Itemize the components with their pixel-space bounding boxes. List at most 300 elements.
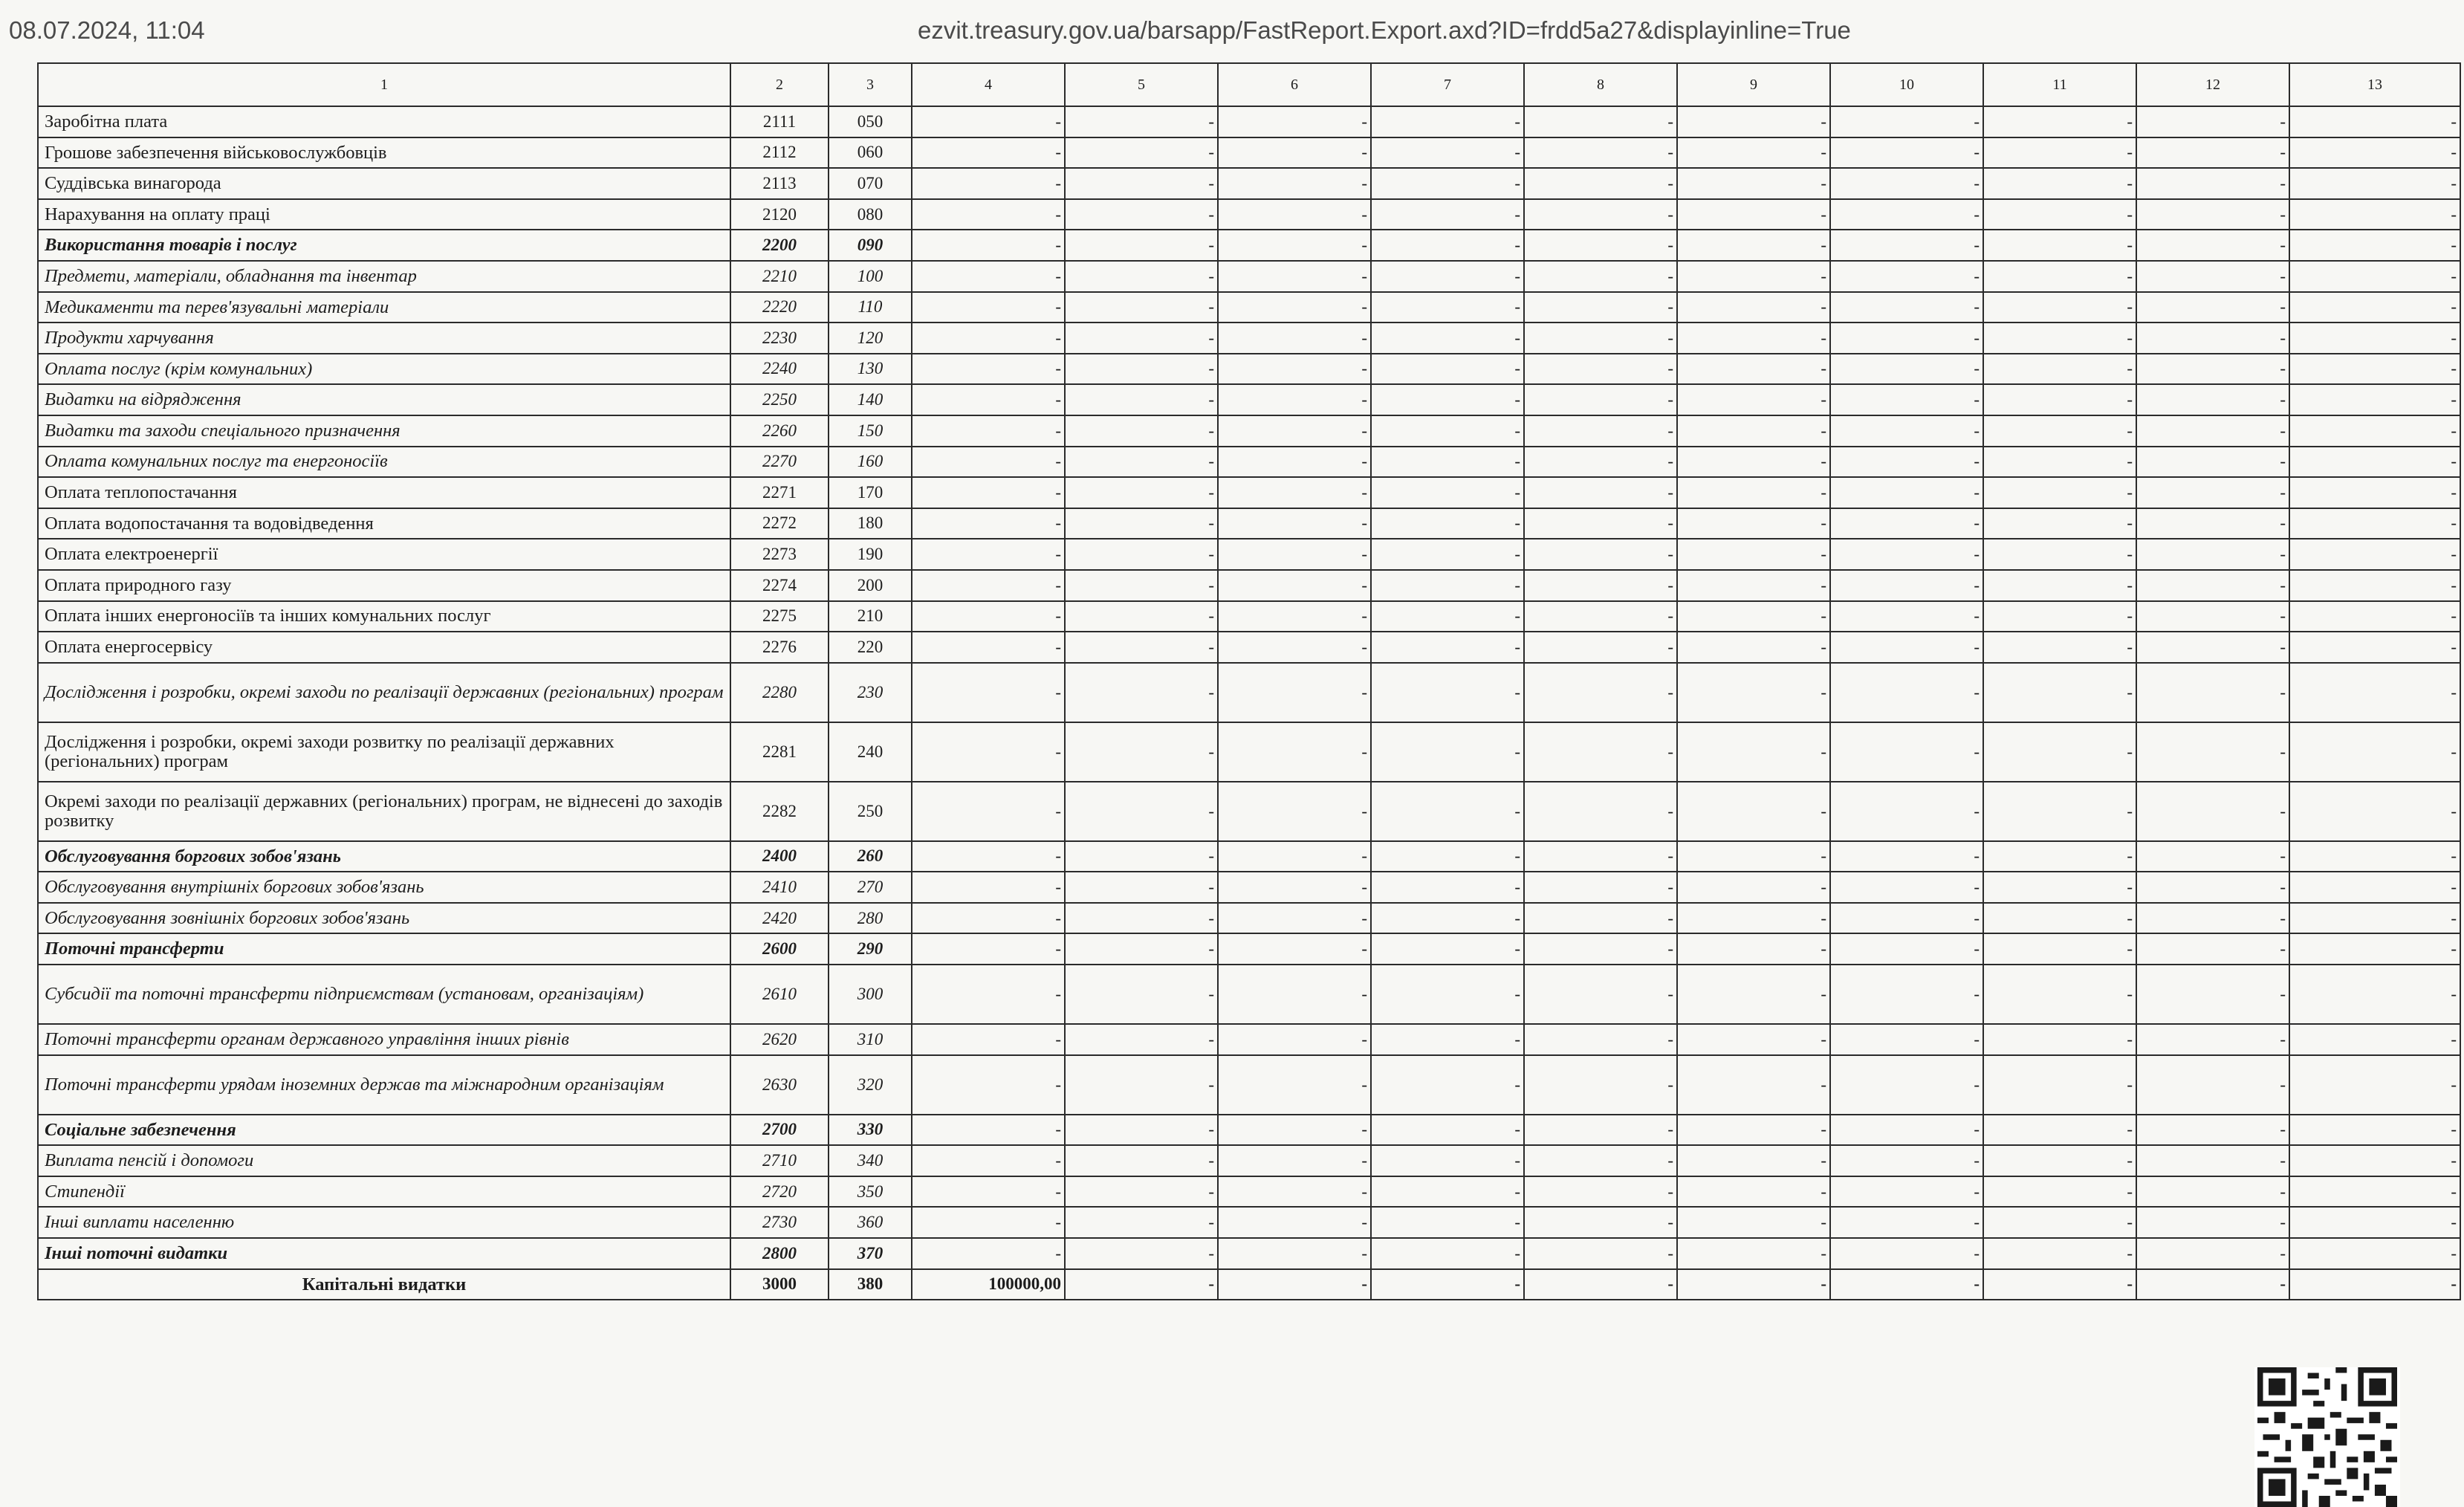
column-header: 10 — [1830, 63, 1983, 106]
table-row — [38, 601, 2460, 632]
value-cell: - — [2289, 384, 2460, 415]
value-cell: - — [1371, 782, 1524, 841]
value-cell: - — [1983, 601, 2136, 632]
value-cell: - — [1371, 230, 1524, 261]
row-code: 2710 — [730, 1145, 829, 1176]
row-name: Видатки та заходи спеціального призначення — [38, 415, 730, 447]
row-code: 2730 — [730, 1207, 829, 1238]
row-code: 2800 — [730, 1238, 829, 1269]
value-cell: - — [1983, 261, 2136, 292]
value-cell: - — [1371, 168, 1524, 199]
value-cell: - — [2136, 1269, 2289, 1300]
table-row — [38, 632, 2460, 663]
row-number: 340 — [829, 1145, 912, 1176]
table-row — [38, 965, 2460, 1024]
value-cell: - — [2289, 477, 2460, 508]
value-cell: - — [1371, 477, 1524, 508]
value-cell: - — [1830, 168, 1983, 199]
table-row — [38, 1238, 2460, 1269]
value-cell: - — [1065, 168, 1218, 199]
value-cell: - — [1830, 841, 1983, 872]
value-cell: - — [1218, 841, 1371, 872]
value-cell: - — [912, 632, 1065, 663]
row-number: 310 — [829, 1024, 912, 1055]
value-cell: - — [1677, 1024, 1830, 1055]
value-cell: - — [912, 323, 1065, 354]
row-code: 3000 — [730, 1269, 829, 1300]
value-cell: - — [1677, 1145, 1830, 1176]
value-cell: - — [1677, 447, 1830, 478]
value-cell: - — [1065, 477, 1218, 508]
row-code: 2274 — [730, 570, 829, 601]
value-cell: - — [1983, 965, 2136, 1024]
value-cell: - — [2289, 168, 2460, 199]
row-code: 2240 — [730, 354, 829, 385]
qr-code-icon — [2254, 1367, 2400, 1507]
value-cell: - — [1830, 230, 1983, 261]
value-cell: - — [1065, 722, 1218, 782]
row-number: 220 — [829, 632, 912, 663]
value-cell: - — [1371, 933, 1524, 965]
value-cell: - — [2136, 1145, 2289, 1176]
value-cell: - — [1983, 1055, 2136, 1115]
value-cell: - — [1218, 933, 1371, 965]
value-cell: - — [2136, 965, 2289, 1024]
value-cell: - — [2136, 1207, 2289, 1238]
value-cell: - — [1218, 1024, 1371, 1055]
row-name: Дослідження і розробки, окремі заходи по реалізації державних (регіональних) програм — [38, 663, 730, 722]
value-cell: - — [1218, 722, 1371, 782]
value-cell: - — [912, 1238, 1065, 1269]
value-cell: - — [912, 137, 1065, 169]
value-cell: - — [1677, 199, 1830, 230]
row-code: 2210 — [730, 261, 829, 292]
value-cell: - — [1371, 722, 1524, 782]
value-cell: - — [1830, 872, 1983, 903]
row-number: 360 — [829, 1207, 912, 1238]
row-name: Субсидії та поточні трансферти підприємствам (установам, організаціям) — [38, 965, 730, 1024]
row-number: 080 — [829, 199, 912, 230]
value-cell: - — [2136, 106, 2289, 137]
column-header: 8 — [1524, 63, 1677, 106]
value-cell: - — [1065, 1145, 1218, 1176]
value-cell: - — [1830, 1145, 1983, 1176]
value-cell: - — [1218, 1207, 1371, 1238]
value-cell: - — [2136, 872, 2289, 903]
value-cell: - — [2289, 137, 2460, 169]
row-number: 250 — [829, 782, 912, 841]
row-number: 180 — [829, 508, 912, 539]
table-row — [38, 663, 2460, 722]
value-cell: - — [1218, 872, 1371, 903]
print-datetime: 08.07.2024, 11:04 — [9, 16, 205, 44]
row-number: 170 — [829, 477, 912, 508]
value-cell: - — [1677, 477, 1830, 508]
value-cell: - — [1677, 415, 1830, 447]
value-cell: - — [1065, 1269, 1218, 1300]
row-number: 060 — [829, 137, 912, 169]
value-cell: - — [1830, 508, 1983, 539]
row-code: 2113 — [730, 168, 829, 199]
value-cell: - — [1065, 1055, 1218, 1115]
value-cell: - — [1371, 1055, 1524, 1115]
value-cell: - — [2136, 137, 2289, 169]
row-code: 2112 — [730, 137, 829, 169]
value-cell: - — [1524, 1176, 1677, 1208]
row-name: Оплата комунальних послуг та енергоносіїв — [38, 447, 730, 478]
value-cell: - — [2136, 292, 2289, 323]
table-row — [38, 230, 2460, 261]
row-number: 100 — [829, 261, 912, 292]
value-cell: - — [1524, 1269, 1677, 1300]
row-number: 120 — [829, 323, 912, 354]
value-cell: - — [1218, 1269, 1371, 1300]
value-cell: - — [1218, 1238, 1371, 1269]
row-code: 2120 — [730, 199, 829, 230]
value-cell: - — [1371, 292, 1524, 323]
value-cell: - — [1218, 663, 1371, 722]
value-cell: - — [1677, 872, 1830, 903]
value-cell: - — [1524, 230, 1677, 261]
value-cell: - — [2136, 354, 2289, 385]
value-cell: - — [2289, 632, 2460, 663]
table-header-row — [38, 63, 2460, 106]
table-row — [38, 261, 2460, 292]
row-number: 070 — [829, 168, 912, 199]
value-cell: - — [2289, 106, 2460, 137]
row-code: 2600 — [730, 933, 829, 965]
value-cell: - — [1677, 965, 1830, 1024]
value-cell: - — [2289, 354, 2460, 385]
table-row — [38, 508, 2460, 539]
value-cell: - — [1371, 539, 1524, 570]
value-cell: - — [912, 292, 1065, 323]
value-cell: - — [912, 965, 1065, 1024]
column-header: 2 — [730, 63, 829, 106]
row-number: 260 — [829, 841, 912, 872]
value-cell: - — [1983, 872, 2136, 903]
value-cell: - — [2136, 663, 2289, 722]
row-name: Поточні трансферти урядам іноземних держав та міжнародним організаціям — [38, 1055, 730, 1115]
value-cell: - — [2289, 933, 2460, 965]
value-cell: - — [2136, 261, 2289, 292]
value-cell: - — [1677, 230, 1830, 261]
row-name: Обслуговування боргових зобов'язань — [38, 841, 730, 872]
value-cell: - — [1218, 261, 1371, 292]
value-cell: - — [1830, 137, 1983, 169]
value-cell: - — [1524, 199, 1677, 230]
row-number: 230 — [829, 663, 912, 722]
value-cell: - — [2289, 447, 2460, 478]
value-cell: - — [1983, 722, 2136, 782]
value-cell: - — [1830, 965, 1983, 1024]
value-cell: - — [1524, 261, 1677, 292]
value-cell: - — [1983, 323, 2136, 354]
row-name: Оплата послуг (крім комунальних) — [38, 354, 730, 385]
value-cell: - — [1983, 354, 2136, 385]
value-cell: - — [1830, 1176, 1983, 1208]
value-cell: - — [2136, 323, 2289, 354]
value-cell: - — [1218, 1055, 1371, 1115]
value-cell: - — [1371, 1238, 1524, 1269]
value-cell: - — [1830, 782, 1983, 841]
value-cell: - — [2136, 722, 2289, 782]
value-cell: - — [1218, 508, 1371, 539]
value-cell: - — [1524, 1238, 1677, 1269]
value-cell: - — [1371, 1145, 1524, 1176]
value-cell: - — [912, 1176, 1065, 1208]
value-cell: - — [1830, 570, 1983, 601]
row-name: Продукти харчування — [38, 323, 730, 354]
value-cell: - — [1677, 384, 1830, 415]
value-cell: - — [1983, 508, 2136, 539]
value-cell: - — [1524, 722, 1677, 782]
value-cell: - — [2136, 168, 2289, 199]
value-cell: - — [1218, 632, 1371, 663]
row-name: Видатки на відрядження — [38, 384, 730, 415]
value-cell: - — [1065, 447, 1218, 478]
table-row — [38, 1207, 2460, 1238]
row-name: Суддівська винагорода — [38, 168, 730, 199]
value-cell: - — [1371, 354, 1524, 385]
value-cell: - — [912, 168, 1065, 199]
value-cell: - — [1524, 841, 1677, 872]
value-cell: - — [1983, 292, 2136, 323]
value-cell: - — [1830, 199, 1983, 230]
value-cell: - — [1218, 323, 1371, 354]
value-cell: - — [1983, 1024, 2136, 1055]
value-cell: - — [1065, 663, 1218, 722]
value-cell: - — [912, 933, 1065, 965]
value-cell: - — [1524, 354, 1677, 385]
value-cell: - — [912, 663, 1065, 722]
value-cell: - — [1983, 663, 2136, 722]
value-cell: - — [1524, 903, 1677, 934]
value-cell: - — [2289, 415, 2460, 447]
value-cell: - — [1830, 323, 1983, 354]
value-cell: - — [1983, 1269, 2136, 1300]
value-cell: - — [1830, 1055, 1983, 1115]
value-cell: - — [1065, 137, 1218, 169]
value-cell: - — [1677, 632, 1830, 663]
value-cell: - — [912, 106, 1065, 137]
row-name: Заробітна плата — [38, 106, 730, 137]
value-cell: - — [1830, 1024, 1983, 1055]
value-cell: - — [1218, 539, 1371, 570]
value-cell: - — [2289, 539, 2460, 570]
value-cell: - — [1677, 903, 1830, 934]
value-cell: - — [1677, 508, 1830, 539]
value-cell: - — [1983, 539, 2136, 570]
column-header: 11 — [1983, 63, 2136, 106]
row-name: Оплата водопостачання та водовідведення — [38, 508, 730, 539]
value-cell: - — [912, 872, 1065, 903]
row-number: 320 — [829, 1055, 912, 1115]
table-row — [38, 137, 2460, 169]
row-code: 2400 — [730, 841, 829, 872]
value-cell: - — [2289, 292, 2460, 323]
value-cell: - — [2136, 477, 2289, 508]
value-cell: - — [2289, 663, 2460, 722]
value-cell: - — [1371, 872, 1524, 903]
row-name: Поточні трансферти — [38, 933, 730, 965]
value-cell: - — [1677, 1115, 1830, 1146]
value-cell: - — [1218, 168, 1371, 199]
value-cell: - — [1677, 933, 1830, 965]
value-cell: - — [1677, 841, 1830, 872]
value-cell: - — [912, 199, 1065, 230]
value-cell: - — [1524, 106, 1677, 137]
value-cell: - — [1524, 415, 1677, 447]
value-cell: - — [2289, 1238, 2460, 1269]
value-cell: - — [1218, 415, 1371, 447]
value-cell: - — [1371, 415, 1524, 447]
table-row — [38, 1176, 2460, 1208]
value-cell: - — [2136, 1115, 2289, 1146]
value-cell: - — [1677, 168, 1830, 199]
value-cell: - — [1830, 903, 1983, 934]
value-cell: - — [1524, 570, 1677, 601]
value-cell: - — [1065, 354, 1218, 385]
qr-code — [2254, 1367, 2400, 1507]
value-cell: - — [1065, 199, 1218, 230]
value-cell: - — [1065, 903, 1218, 934]
value-cell: - — [912, 722, 1065, 782]
value-cell: - — [1065, 601, 1218, 632]
value-cell: - — [2136, 1176, 2289, 1208]
value-cell: - — [1830, 415, 1983, 447]
value-cell: - — [1983, 903, 2136, 934]
value-cell: - — [1677, 1055, 1830, 1115]
table-row — [38, 933, 2460, 965]
value-cell: - — [1677, 1269, 1830, 1300]
value-cell: - — [1371, 137, 1524, 169]
table-row — [38, 1055, 2460, 1115]
row-number: 330 — [829, 1115, 912, 1146]
value-cell: - — [1371, 1207, 1524, 1238]
column-header: 5 — [1065, 63, 1218, 106]
value-cell: - — [1677, 1207, 1830, 1238]
row-name: Інші виплати населенню — [38, 1207, 730, 1238]
row-code: 2620 — [730, 1024, 829, 1055]
row-number: 200 — [829, 570, 912, 601]
value-cell: - — [1065, 872, 1218, 903]
table-row — [38, 1115, 2460, 1146]
value-cell: - — [1065, 1238, 1218, 1269]
value-cell: - — [1371, 106, 1524, 137]
value-cell: - — [2136, 1024, 2289, 1055]
value-cell: - — [1218, 199, 1371, 230]
value-cell: - — [2289, 1145, 2460, 1176]
row-code: 2272 — [730, 508, 829, 539]
row-name: Поточні трансферти органам державного управління інших рівнів — [38, 1024, 730, 1055]
value-cell: - — [1983, 415, 2136, 447]
value-cell: - — [1065, 1176, 1218, 1208]
value-cell: - — [2136, 841, 2289, 872]
value-cell: - — [1524, 1145, 1677, 1176]
value-cell: - — [1371, 1115, 1524, 1146]
row-name: Медикаменти та перев'язувальні матеріали — [38, 292, 730, 323]
value-cell: - — [1218, 601, 1371, 632]
value-cell: - — [1983, 1207, 2136, 1238]
column-header: 13 — [2289, 63, 2460, 106]
row-code: 2271 — [730, 477, 829, 508]
value-cell: - — [2136, 415, 2289, 447]
row-code: 2720 — [730, 1176, 829, 1208]
value-cell: - — [2289, 1176, 2460, 1208]
value-cell: - — [1371, 841, 1524, 872]
value-cell: - — [2289, 965, 2460, 1024]
value-cell: - — [2136, 539, 2289, 570]
value-cell: - — [912, 1115, 1065, 1146]
value-cell: - — [1218, 570, 1371, 601]
value-cell: - — [1371, 632, 1524, 663]
value-cell: - — [1371, 570, 1524, 601]
value-cell: - — [1218, 292, 1371, 323]
value-cell: - — [912, 1024, 1065, 1055]
value-cell: - — [1983, 199, 2136, 230]
row-code: 2700 — [730, 1115, 829, 1146]
value-cell: - — [1830, 1238, 1983, 1269]
value-cell: - — [1218, 782, 1371, 841]
value-cell: - — [1830, 1269, 1983, 1300]
row-name: Оплата інших енергоносіїв та інших комунальних послуг — [38, 601, 730, 632]
row-name: Інші поточні видатки — [38, 1238, 730, 1269]
value-cell: - — [1524, 782, 1677, 841]
value-cell: - — [1524, 1055, 1677, 1115]
value-cell: - — [1830, 1207, 1983, 1238]
row-number: 270 — [829, 872, 912, 903]
value-cell: - — [1524, 137, 1677, 169]
value-cell: - — [1830, 601, 1983, 632]
table-row — [38, 384, 2460, 415]
value-cell: - — [1830, 354, 1983, 385]
value-cell: - — [2289, 722, 2460, 782]
value-cell: - — [1677, 354, 1830, 385]
value-cell: - — [1218, 354, 1371, 385]
value-cell: - — [912, 508, 1065, 539]
row-number: 370 — [829, 1238, 912, 1269]
value-cell: - — [2289, 570, 2460, 601]
row-number: 050 — [829, 106, 912, 137]
column-header: 6 — [1218, 63, 1371, 106]
row-code: 2273 — [730, 539, 829, 570]
value-cell: - — [1218, 384, 1371, 415]
value-cell: - — [1983, 632, 2136, 663]
value-cell: - — [1983, 477, 2136, 508]
value-cell: - — [1371, 384, 1524, 415]
table-body — [38, 106, 2460, 1300]
row-name: Стипендії — [38, 1176, 730, 1208]
value-cell: - — [1524, 872, 1677, 903]
row-number: 140 — [829, 384, 912, 415]
value-cell: - — [1065, 570, 1218, 601]
value-cell: - — [1524, 663, 1677, 722]
value-cell: - — [1830, 447, 1983, 478]
value-cell: - — [2136, 230, 2289, 261]
value-cell: - — [1677, 663, 1830, 722]
value-cell: - — [1677, 292, 1830, 323]
value-cell: - — [1065, 1024, 1218, 1055]
row-code: 2111 — [730, 106, 829, 137]
value-cell: - — [1677, 539, 1830, 570]
table-row — [38, 872, 2460, 903]
row-name: Оплата електроенергії — [38, 539, 730, 570]
value-cell: - — [1983, 933, 2136, 965]
table-row — [38, 323, 2460, 354]
column-header: 7 — [1371, 63, 1524, 106]
value-cell: - — [1524, 1115, 1677, 1146]
